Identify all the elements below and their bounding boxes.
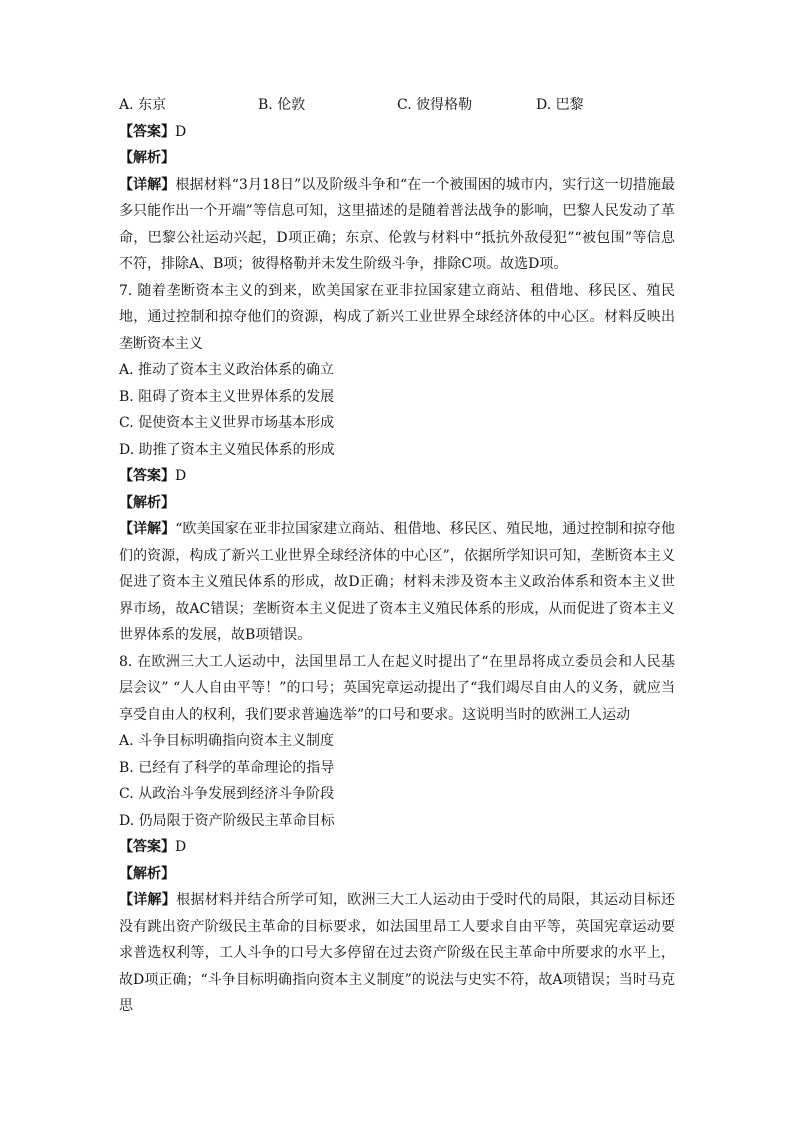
q8-answer-tag: 【答案】 [119,839,175,855]
q6-analysis-heading: 【解析】 [119,150,175,166]
q7-answer-tag: 【答案】 [119,468,175,484]
q7-option-a: A. 推动了资本主义政治体系的确立 [119,362,335,378]
q6-option-a: A. 东京 [119,97,167,113]
q7-answer-value: D [175,468,187,484]
exam-page [119,92,675,1020]
q6-detail-tag: 【详解】 [119,176,176,193]
q8-option-c: C. 从政治斗争发展到经济斗争阶段 [119,786,335,802]
q7-option-d: D. 助推了资本主义殖民体系的形成 [119,441,335,458]
q8-answer-value: D [175,839,187,855]
q6-detail-text: 根据材料“3月18日”以及阶级斗争和“在一个被围困的城市内，实行这一切措施最多只能作出一个开端”等信息可知，这里描述的是随着普法战争的影响，巴黎人民发动了革命，巴黎公社运动兴起，D项正确；东京、伦敦与材料中“抵抗外敌侵犯”“被包围”等信息不符，排除A、B项；彼得格勒并未发生阶级斗争，排除C项。故选D项。 [119,176,675,272]
q6-options [119,92,675,119]
q7-detail-tag: 【详解】 [119,521,176,537]
q7-option-b: B. 阻碍了资本主义世界体系的发展 [119,388,335,405]
q6-answer-value: D [175,123,187,140]
q6-detail [119,172,675,278]
q6-option-b: B. 伦敦 [258,97,306,113]
q7-option-c: C. 促使资本主义世界市场基本形成 [119,415,335,431]
q8-detail-tag: 【详解】 [119,892,177,908]
q7-detail [119,516,675,649]
q7-detail-text: “欧美国家在亚非拉国家建立商站、租借地、移民区、殖民地，通过控制和掠夺他们的资源，构成了新兴工业世界全球经济体的中心区”，依据所学知识可知，垄断资本主义促进了资本主义殖民体系的形成，故D正确；材料未涉及资本主义政治体系和资本主义世界市场，故AC错误；垄断资本主义促进了资本主义殖民体系的形成，从而促进了资本主义世界体系的发展，故B项错误。 [119,521,676,643]
q8-option-d: D. 仍局限于资产阶级民主革命目标 [119,812,335,829]
q7-stem: 7. 随着垄断资本主义的到来，欧美国家在亚非拉国家建立商站、租借地、移民区、殖民地，通过控制和掠夺他们的资源，构成了新兴工业世界全球经济体的中心区。材料反映出垄断资本主义 [119,282,675,352]
q6-option-c: C. 彼得格勒 [397,97,473,113]
q8-detail-text: 根据材料并结合所学可知，欧洲三大工人运动由于受时代的局限，其运动目标还没有跳出资产阶级民主革命的目标要求，如法国里昂工人要求自由平等，英国宪章运动要求普选权利等，工人斗争的口号大多停留在过去资产阶级在民主革命中所要求的水平上，故D项正确；“斗争目标明确指向资本主义制度”的说法与史实不符，故A项错误；当时马克思 [119,892,676,1014]
q6-option-d: D. 巴黎 [536,97,584,113]
q7-answer [119,463,675,490]
q6-answer [119,119,675,146]
q6-answer-tag: 【答案】 [119,123,175,140]
q7-analysis-heading: 【解析】 [119,494,175,511]
q8-answer [119,834,675,861]
q8-analysis-heading: 【解析】 [119,865,175,882]
q8-detail [119,887,675,1020]
q8-option-a: A. 斗争目标明确指向资本主义制度 [119,733,335,749]
q8-stem: 8. 在欧洲三大工人运动中，法国里昂工人在起义时提出了“在里昂将成立委员会和人民基层会议” “人人自由平等！”的口号；英国宪章运动提出了“我们竭尽自由人的义务，就应当享受自由人的权利，我们要求普遍选举”的口号和要求。这说明当时的欧洲工人运动 [119,653,675,723]
q8-option-b: B. 已经有了科学的革命理论的指导 [119,759,335,776]
